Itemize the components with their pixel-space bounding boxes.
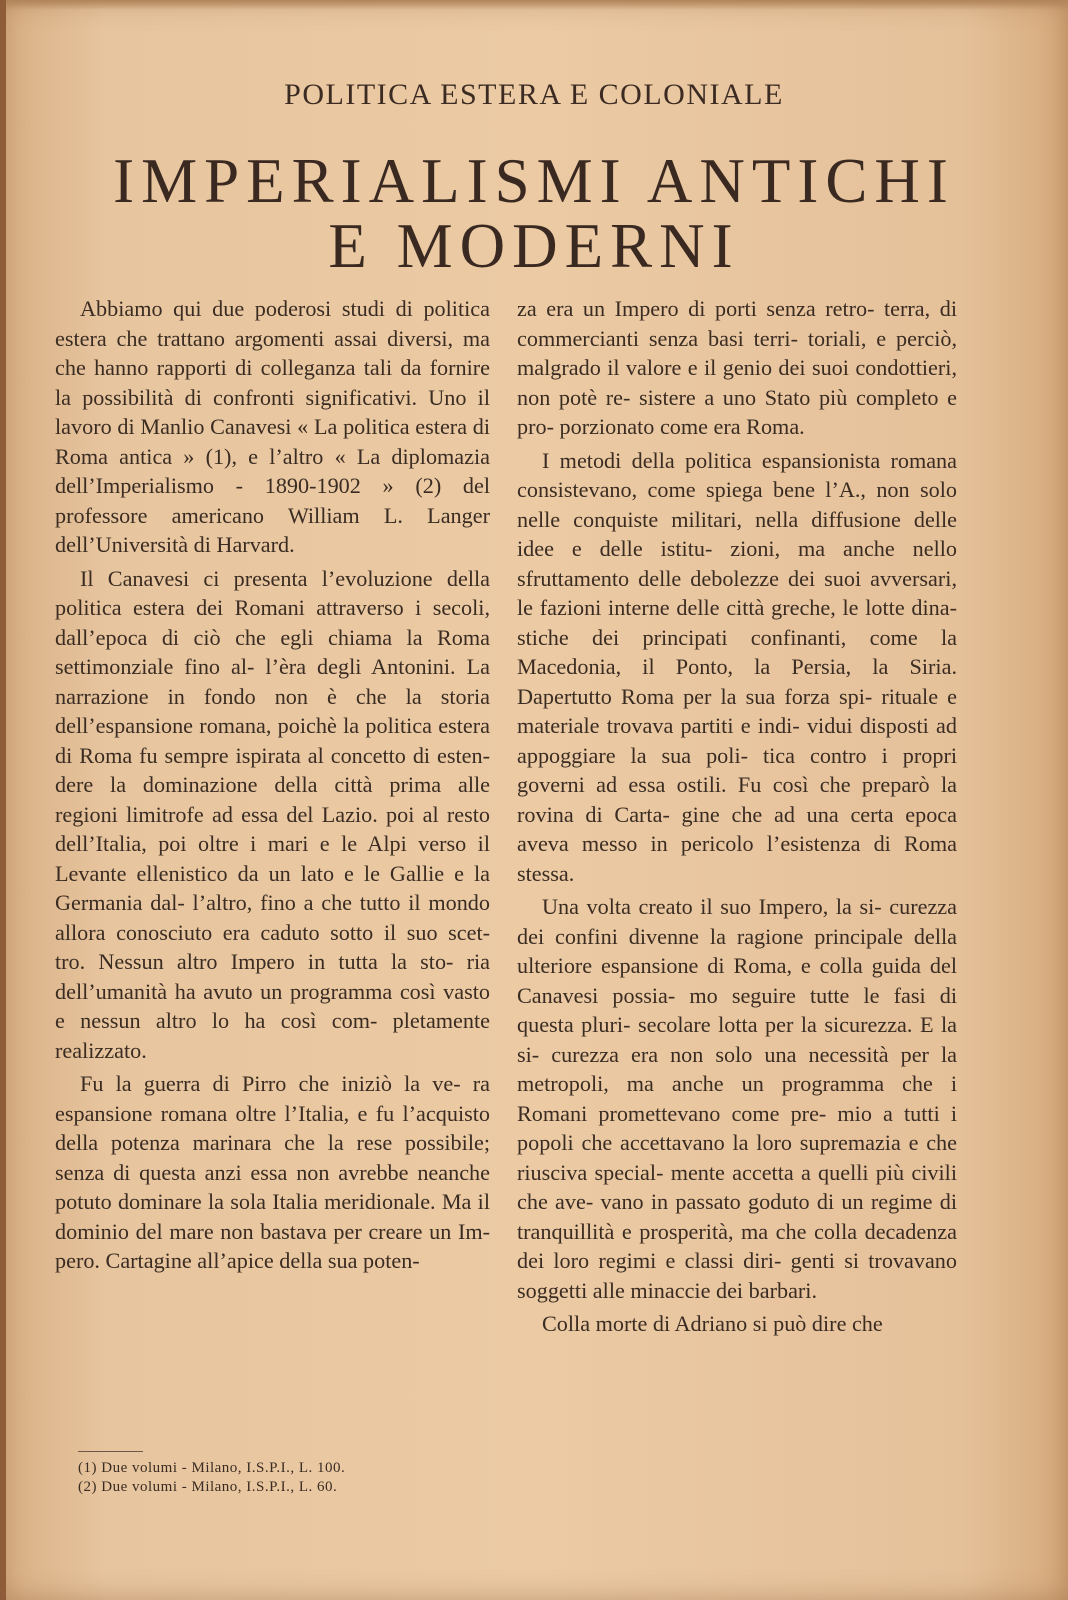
article-paragraph: Una volta creato il suo Impero, la si- curezza dei confini divenne la ragione principale della ulteriore espansione di Roma, e colla guida del Canavesi possia- mo seguire tutte le fasi di questa pluri- secolare lotta per la sicurezza. E la si- curezza era non solo una necessità per la metropoli, ma anche un programma che i Romani promettevano come pre- mio a tutti i popoli che accettavano la loro supremazia e che riusciva special- mente accetta a quelli più civili che ave- vano in passato goduto di un regime di tranquillità e prosperità, ma che colla decadenza dei loro regimi e classi diri- genti si trovavano soggetti alle minaccie dei barbari. — [517, 894, 957, 1303]
footnotes — [78, 1459, 508, 1497]
footnote-item: (2) Due volumi - Milano, I.S.P.I., L. 60. — [78, 1479, 338, 1495]
article-left-column — [55, 294, 490, 1280]
footnote-item: (1) Due volumi - Milano, I.S.P.I., L. 100. — [78, 1460, 346, 1476]
article-title-line-1: IMPERIALISMI ANTICHI — [113, 146, 955, 216]
article-paragraph: Il Canavesi ci presenta l’evoluzione della politica estera dei Romani attraverso i secoli, dall’epoca di ciò che egli chiama la Roma settimonziale fino al- l’èra degli Antonini. La narrazione in fondo non è che la storia dell’espansione romana, poichè la politica estera di Roma fu sempre ispirata al concetto di esten- dere la dominazione della città prima alle regioni limitrofe ad essa del Lazio. poi al resto dell’Italia, poi oltre i mari e le Alpi verso il Levante ellenistico da un lato e le Gallie e la Germania dal- l’altro, fino a che tutto il mondo allora conosciuto era caduto sotto il suo scet- tro. Nessun altro Impero in tutta la sto- ria dell’umanità ha avuto un programma così vasto e nessun altro lo ha così com- pletamente realizzato. — [55, 565, 490, 1063]
article-paragraph: I metodi della politica espansionista romana consistevano, come spiega bene l’A., non solo nelle conquiste militari, nella diffusione delle idee e delle istitu- zioni, ma anche nello sfruttamento delle debolezze dei suoi avversari, le fazioni interne delle città greche, le lotte dina- stiche dei principati confinanti, come la Macedonia, il Ponto, la Persia, la Siria. Dapertutto Roma per la sua forza spi- rituale e materiale trovava partiti e indi- vidui disposti ad appoggiare la sua poli- tica contro i propri governi ad essa ostili. Fu così che preparò la rovina di Carta- gine che ad una certa epoca aveva messo in pericolo l’esistenza di Roma stessa. — [517, 447, 957, 886]
article-paragraph: Abbiamo qui due poderosi studi di politica estera che trattano argomenti assai diversi, ma che hanno rapporti di colleganza tali da fornire la possibilità di confronti significativi. Uno il lavoro di Manlio Canavesi « La politica estera di Roma antica » (1), e l’altro « La diplomazia dell’Imperialismo - 1890-1902 » (2) del professore americano William L. Langer dell’Università di Harvard. — [55, 296, 490, 557]
article-title-line-2: E MODERNI — [328, 211, 740, 281]
article-paragraph: Fu la guerra di Pirro che iniziò la ve- ra espansione romana oltre l’Italia, e fu l’acquisto della potenza marinara che la rese possibile; senza di questa anzi essa non avrebbe neanche potuto dominare la sola Italia meridionale. Ma il dominio del mare non bastava per creare un Im- pero. Cartagine all’apice della sua poten- — [55, 1071, 490, 1273]
section-title: POLITICA ESTERA E COLONIALE — [284, 78, 784, 111]
footnote-separator — [78, 1451, 143, 1452]
top-page-shadow — [0, 0, 1068, 10]
article-right-column — [517, 294, 957, 1343]
article-paragraph: Colla morte di Adriano si può dire che — [542, 1311, 883, 1336]
article-paragraph: za era un Impero di porti senza retro- terra, di commercianti senza basi terri- toriali, e perciò, malgrado il valore e il genio dei suoi condottieri, non potè re- sistere a uno Stato più completo e pro- porzionato come era Roma. — [517, 296, 957, 439]
